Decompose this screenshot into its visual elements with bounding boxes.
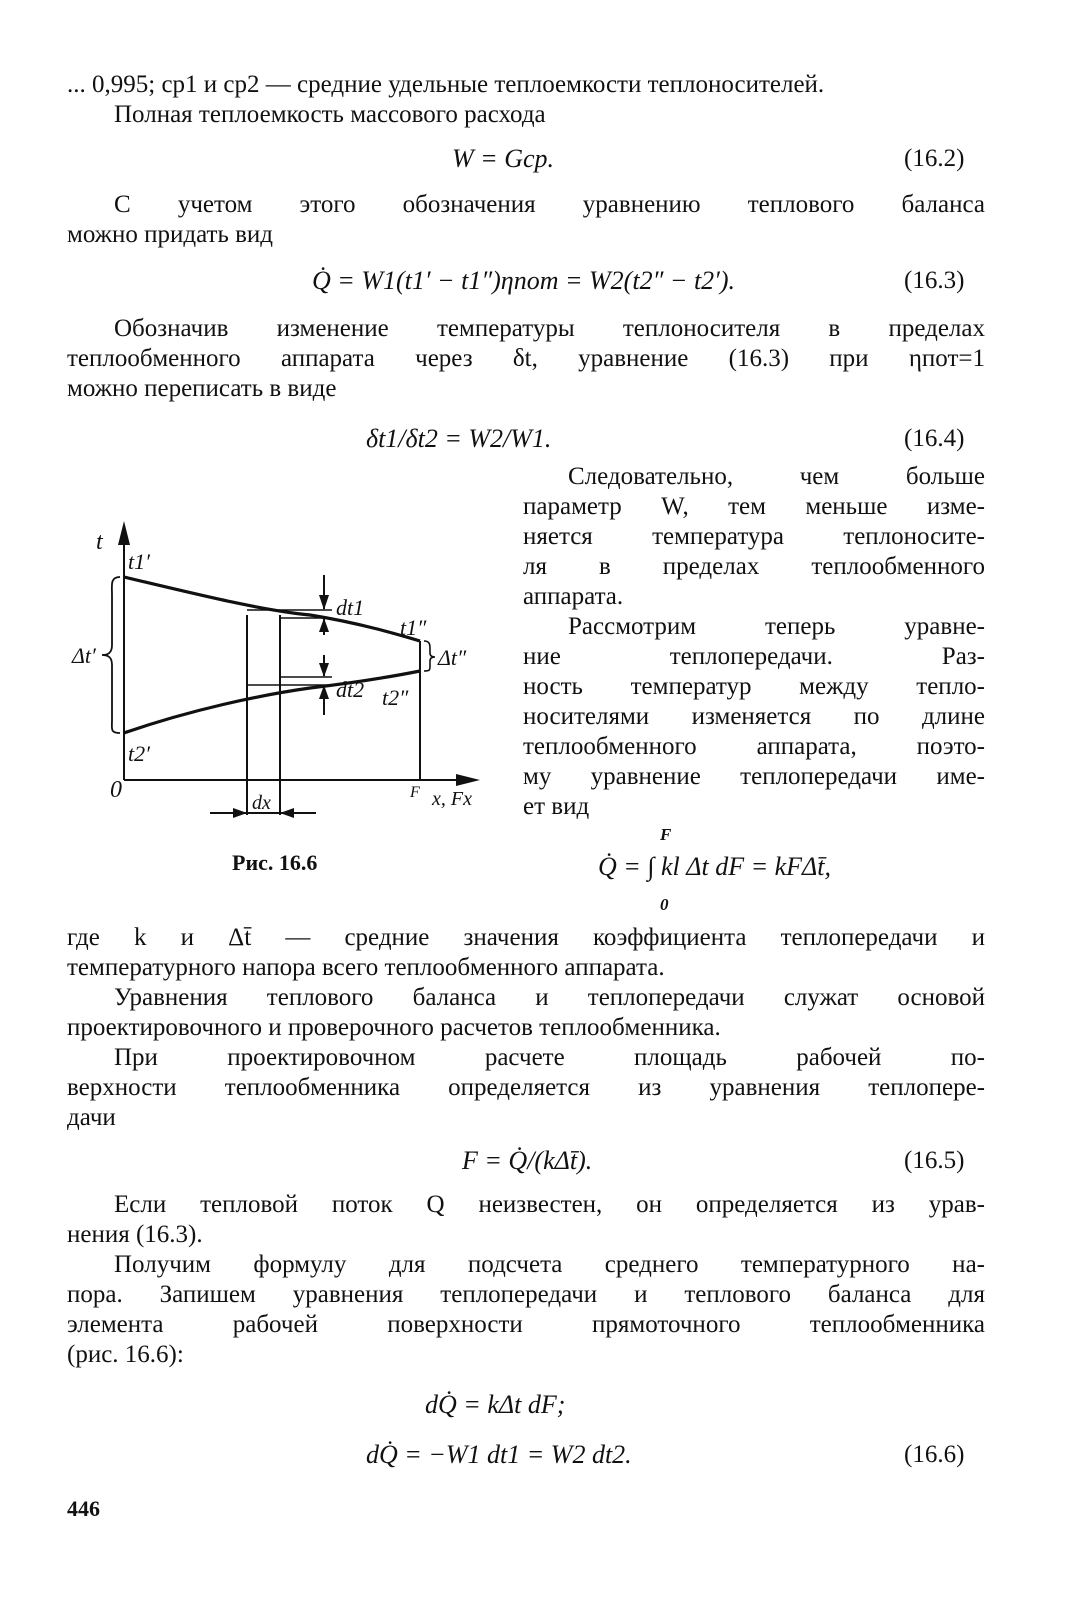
text-line: носителями изменяется по длине [523, 703, 985, 730]
F-label: F [410, 784, 420, 801]
text-line: му уравнение теплопередачи име- [523, 763, 985, 790]
delta-t-prime-label: Δt′ [72, 643, 96, 668]
t1-double-prime-label: t1″ [400, 615, 427, 640]
t-axis-arrow [118, 521, 130, 545]
text-line: элемента рабочей поверхности прямоточного теплообменника [67, 1311, 985, 1338]
text-line: Обозначив изменение температуры теплоносителя в пределах [114, 315, 985, 342]
brace-delta-t-double-prime [424, 641, 435, 671]
text-line: ние теплопередачи. Раз- [523, 643, 985, 670]
x-axis-arrow [456, 774, 480, 786]
text-line: верхности теплообменника определяется из уравнения теплопере- [67, 1074, 985, 1101]
text-line: теплообменного аппарата, поэто- [523, 733, 985, 760]
text-line: аппарата. [523, 583, 624, 610]
text-line: С учетом этого обозначения уравнению теплового баланса [114, 191, 985, 218]
equation-number: (16.3) [904, 267, 965, 294]
text-line: Получим формулу для подсчета среднего температурного на- [114, 1251, 985, 1278]
figure-caption: Рис. 16.6 [232, 850, 318, 875]
page-number: 446 [67, 1496, 100, 1521]
text-line: проектировочного и проверочного расчетов теплообменника. [67, 1014, 721, 1041]
text-line: Уравнения теплового баланса и теплопередачи служат основой [114, 984, 985, 1011]
text-line: няется температура теплоносите- [523, 523, 985, 550]
equation-16-6b: dQ̇ = −W1 dt1 = W2 dt2. [366, 1440, 632, 1469]
t2-double-prime-label: t2″ [382, 685, 409, 710]
text-line: теплообменного аппарата через δt, уравнение (16.3) при ηпот=1 [67, 345, 985, 372]
text-line: нения (16.3). [67, 1221, 203, 1248]
equation-16-3: Q̇ = W1(t1′ − t1″)ηпот = W2(t2″ − t2′). [312, 266, 736, 295]
equation-16-2: W = Gcp. [452, 144, 555, 173]
equation-number: (16.4) [904, 425, 965, 452]
text-line: При проектировочном расчете площадь рабочей по- [114, 1044, 985, 1071]
equation-number: (16.2) [904, 145, 965, 172]
text-line: ность температур между тепло- [523, 673, 985, 700]
equation-16-6a: dQ̇ = kΔt dF; [425, 1390, 566, 1419]
t1-prime-label: t1′ [128, 549, 150, 574]
t-axis-label: t [96, 529, 103, 555]
dt1-label: dt1 [336, 595, 365, 620]
text-line: можно придать вид [67, 221, 274, 248]
integral-lower-limit: 0 [660, 895, 669, 914]
delta-t-double-prime-label: Δt″ [438, 645, 467, 670]
text-line: Рассмотрим теперь уравне- [568, 613, 985, 640]
dt2-label: dt2 [336, 677, 365, 702]
text-line: пора. Запишем уравнения теплопередачи и теплового баланса для [67, 1281, 985, 1308]
origin-label: 0 [110, 777, 122, 803]
hot-fluid-curve [124, 577, 420, 641]
x-axis-label: x, Fx [432, 788, 472, 810]
text-line: температурного напора всего теплообменного аппарата. [67, 954, 665, 981]
equation-16-4: δt1/δt2 = W2/W1. [366, 424, 552, 453]
figure-16-6 [72, 515, 500, 835]
text-line: дачи [67, 1104, 116, 1131]
text-line: Если тепловой поток Q неизвестен, он определяется из урав- [114, 1191, 985, 1218]
text-line: можно переписать в виде [67, 375, 337, 402]
equation-16-5: F = Q̇/(kΔt̄). [462, 1146, 593, 1175]
text-line: параметр W, тем меньше изме- [523, 493, 985, 520]
cold-fluid-curve [124, 671, 420, 733]
text-line: Следовательно, чем больше [568, 463, 985, 490]
t2-prime-label: t2′ [128, 741, 150, 766]
equation-number: (16.5) [904, 1147, 965, 1174]
text-line: ет вид [523, 793, 590, 820]
brace-delta-t-prime [102, 577, 120, 733]
equation-number: (16.6) [904, 1441, 965, 1468]
text-line: где k и Δt̄ — средние значения коэффициента теплопередачи и [67, 924, 985, 951]
integral-upper-limit: F [660, 825, 672, 844]
text-line: ... 0,995; cp1 и cp2 — средние удельные теплоемкости теплоносителей. [67, 71, 825, 98]
text-line: Полная теплоемкость массового расхода [114, 101, 546, 128]
equation-integral: Q̇ = ∫ kl Δt dF = kFΔt̄, [598, 852, 832, 881]
text-line: ля в пределах теплообменного [523, 553, 985, 580]
dx-label: dx [252, 792, 271, 814]
text-line: (рис. 16.6): [67, 1341, 184, 1368]
